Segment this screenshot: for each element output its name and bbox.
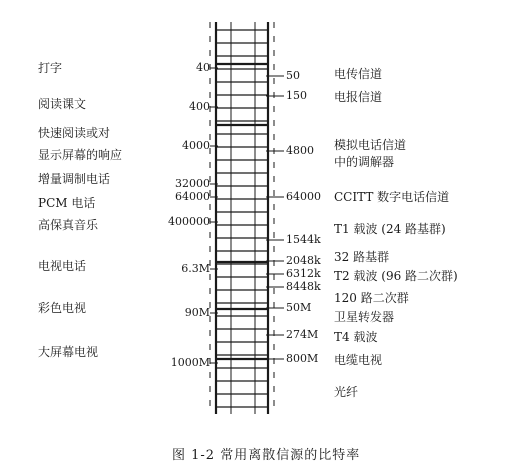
app-label-hifi-music: 高保真音乐 [38,218,99,232]
left-rate-40: 40 [196,61,210,74]
channel-ccitt-digital: CCITT 数字电话信道 [334,190,450,204]
app-label-typing: 打字 [38,61,63,75]
right-rate-8448k: 8448k [286,280,321,293]
right-rate-800m: 800M [286,352,319,365]
right-rate-50: 50 [286,69,300,82]
left-rate-1000m: 1000M [170,356,210,369]
channel-telex: 电传信道 [334,67,383,81]
right-rate-2048k: 2048k [286,254,321,267]
left-rate-32000: 32000 [175,177,210,190]
channel-analog-phone: 模拟电话信道 [334,138,407,152]
right-rate-1544k: 1544k [286,233,321,246]
app-label-pcm-phone: PCM 电话 [38,196,96,210]
channel-t2-carrier: T2 载波 (96 路二次群) [334,269,458,283]
channel-fiber: 光纤 [334,385,359,399]
app-label-delta-modulation: 增量调制电话 [38,172,111,186]
right-rate-6312k: 6312k [286,267,321,280]
left-rate-90m: 90M [184,306,210,319]
channel-120-group: 120 路二次群 [334,291,409,305]
left-rate-400000: 400000 [168,215,210,228]
channel-t1-carrier: T1 载波 (24 路基群) [334,222,446,236]
channel-t4-carrier: T4 载波 [334,330,378,344]
left-rate-6-3m: 6.3M [181,262,210,275]
app-label-reading: 阅读课文 [38,97,87,111]
channel-cable-tv: 电缆电视 [334,353,383,367]
right-rate-150: 150 [286,89,307,102]
left-rate-400: 400 [189,100,210,113]
channel-satellite: 卫星转发器 [334,310,395,324]
channel-modem: 中的调解器 [334,155,395,169]
left-rate-4000: 4000 [182,139,210,152]
channel-32-group: 32 路基群 [334,250,390,264]
app-label-large-screen-tv: 大屏幕电视 [38,345,99,359]
left-rate-64000: 64000 [175,190,210,203]
right-rate-274m: 274M [286,328,319,341]
app-label-fast-reading: 快速阅读或对 [38,126,111,140]
app-label-screen-response: 显示屏幕的响应 [38,148,123,162]
right-rate-4800: 4800 [286,144,314,157]
right-rate-50m: 50M [286,301,312,314]
right-rate-64000: 64000 [286,190,321,203]
app-label-videophone: 电视电话 [38,259,87,273]
app-label-color-tv: 彩色电视 [38,301,87,315]
channel-telegraph: 电报信道 [334,90,383,104]
figure-caption: 图 1-2 常用离散信源的比特率 [172,448,361,463]
